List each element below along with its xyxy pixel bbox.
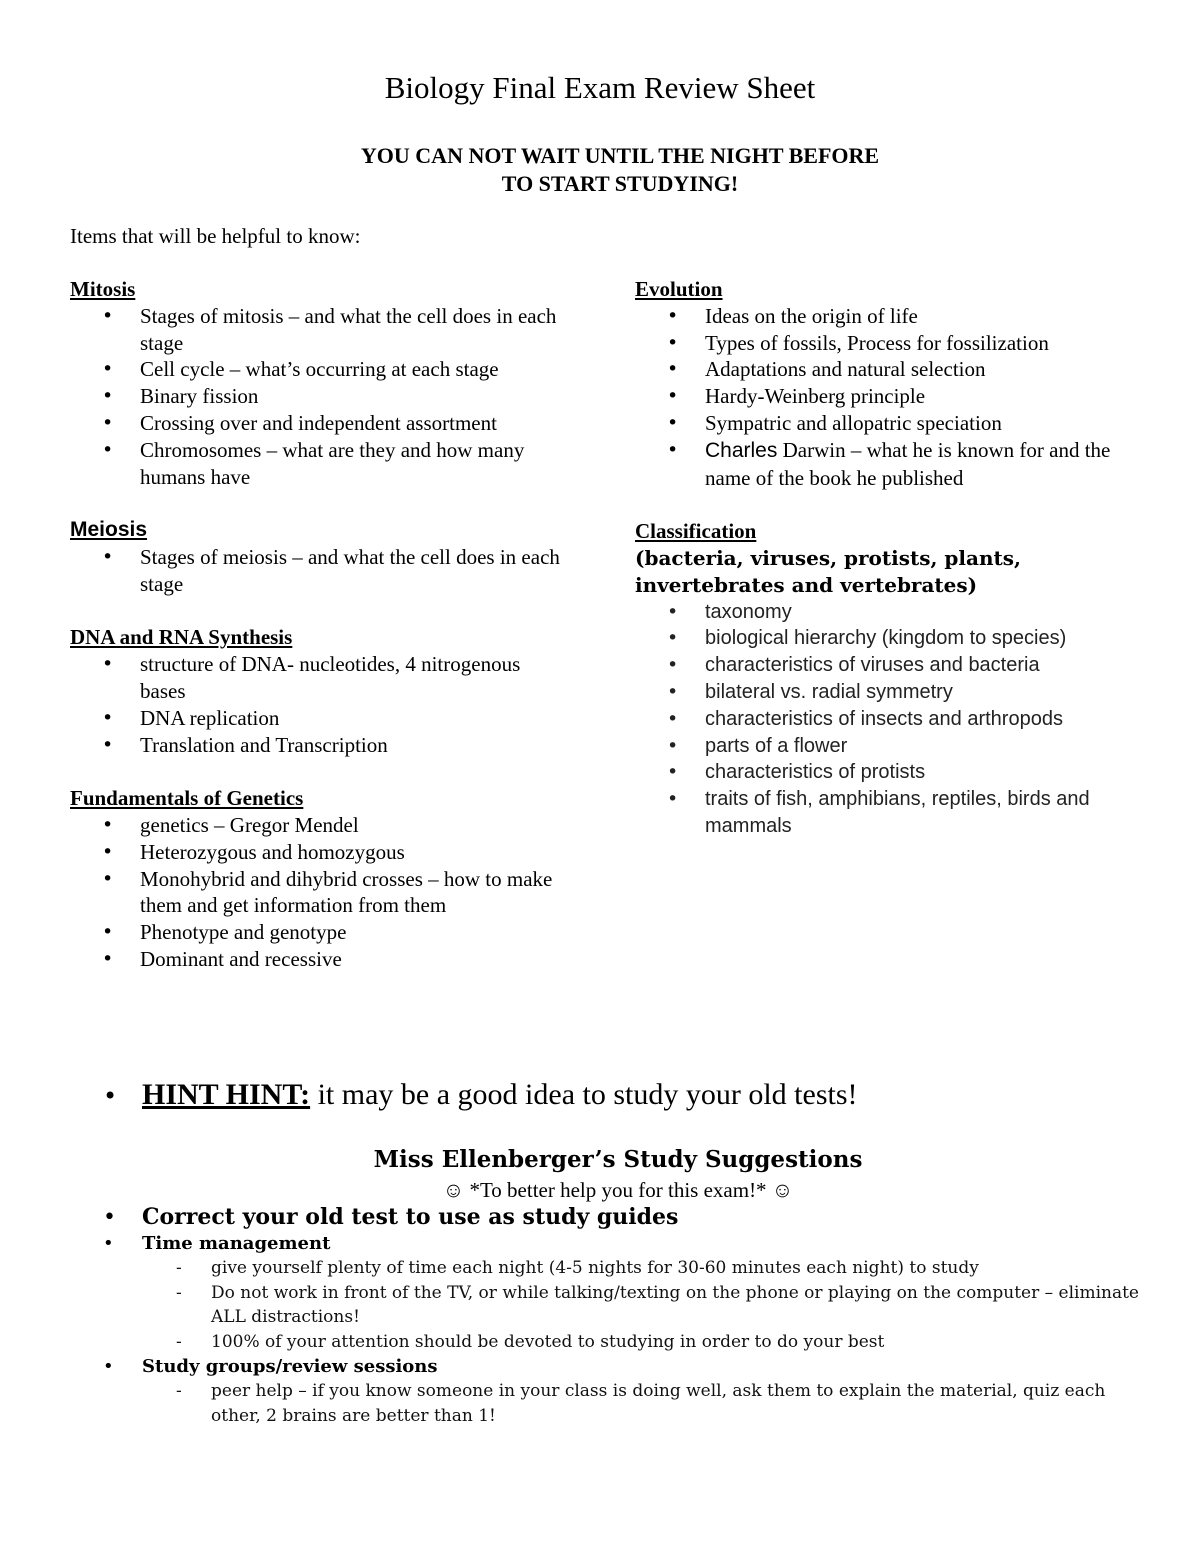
classification-subheading: invertebrates and vertebrates) [635, 572, 978, 597]
bullet-icon: • [103, 1082, 118, 1110]
warning-line: TO START STUDYING! [501, 171, 739, 196]
suggestions-subtitle: ☺ *To better help you for this exam!* ☺ [442, 1178, 794, 1202]
section-heading-mitosis: Mitosis [70, 277, 136, 301]
section-heading-genetics: Fundamentals of Genetics [70, 786, 304, 811]
list-item: • Monohybrid and dihybrid crosses – how to make them and get information from them [70, 866, 570, 920]
intro-text: Items that will be helpful to know: [70, 224, 361, 248]
list-item: • Adaptations and natural selection [635, 356, 1155, 383]
list-item: • Ideas on the origin of life [635, 303, 1155, 330]
genetics-list [70, 812, 570, 973]
right-column [635, 276, 1155, 867]
list-item: • DNA replication [70, 705, 570, 732]
list-item: • Chromosomes – what are they and how many humans have [70, 437, 570, 491]
meiosis-list [70, 544, 570, 598]
list-item: • biological hierarchy (kingdom to species) [635, 625, 1155, 652]
list-item: • Binary fission [70, 383, 570, 410]
hint-line [142, 1078, 858, 1112]
list-item [635, 437, 1155, 492]
section-heading-classification: Classification [635, 519, 757, 544]
list-item: • characteristics of protists [635, 759, 1155, 786]
list-item: • characteristics of insects and arthropods [635, 706, 1155, 733]
list-item: • Dominant and recessive [70, 946, 570, 973]
hint-text: it may be a good idea to study your old tests! [310, 1078, 858, 1111]
list-item: • characteristics of viruses and bacteria [635, 652, 1155, 679]
list-item: • parts of a flower [635, 733, 1155, 760]
evolution-list [635, 303, 1155, 492]
suggestion-subitem: - give yourself plenty of time each night (4-5 nights for 30-60 minutes each night) to study [70, 1256, 1150, 1281]
suggestions-title: Miss Ellenberger’s Study Suggestions [373, 1146, 863, 1173]
list-item: • Stages of meiosis – and what the cell does in each stage [70, 544, 570, 598]
dna-list [70, 651, 570, 758]
list-item: • Cell cycle – what’s occurring at each stage [70, 356, 570, 383]
darwin-text: Darwin – what he is known for and the name of the book he published [705, 437, 1111, 490]
classification-list [635, 599, 1155, 840]
suggestion-item: • Correct your old test to use as study guides [70, 1204, 1150, 1231]
list-item: • Phenotype and genotype [70, 919, 570, 946]
list-item: • structure of DNA- nucleotides, 4 nitrogenous bases [70, 651, 570, 705]
warning-banner [0, 142, 1200, 198]
page-title: Biology Final Exam Review Sheet [384, 70, 816, 105]
suggestion-item: • Study groups/review sessions [70, 1354, 1150, 1379]
list-item: • bilateral vs. radial symmetry [635, 679, 1155, 706]
section-heading-meiosis: Meiosis [70, 518, 148, 542]
suggestion-subitem: - peer help – if you know someone in your class is doing well, ask them to explain the material, quiz each other, 2 brains are better than 1! [70, 1379, 1150, 1428]
suggestions-list [70, 1204, 1150, 1428]
classification-subheading: (bacteria, viruses, protists, plants, [635, 545, 1021, 570]
hint-label: HINT HINT: [142, 1078, 311, 1111]
suggestion-subitem: - Do not work in front of the TV, or while talking/texting on the phone or playing on the computer – eliminate ALL distractions! [70, 1281, 1150, 1330]
list-item: • Stages of mitosis – and what the cell does in each stage [70, 303, 570, 357]
darwin-first-name: Charles [705, 438, 778, 462]
list-item: • Hardy-Weinberg principle [635, 383, 1155, 410]
list-item: • Types of fossils, Process for fossilization [635, 330, 1155, 357]
section-heading-dna: DNA and RNA Synthesis [70, 625, 293, 650]
suggestion-item: • Time management [70, 1231, 1150, 1256]
mitosis-list [70, 303, 570, 491]
suggestion-subitem: - 100% of your attention should be devoted to studying in order to do your best [70, 1330, 1150, 1355]
warning-line: YOU CAN NOT WAIT UNTIL THE NIGHT BEFORE [360, 143, 880, 168]
list-item: • taxonomy [635, 599, 1155, 626]
list-item: • Heterozygous and homozygous [70, 839, 570, 866]
list-item: • Crossing over and independent assortment [70, 410, 570, 437]
list-item: • genetics – Gregor Mendel [70, 812, 570, 839]
list-item: • Sympatric and allopatric speciation [635, 410, 1155, 437]
left-column [70, 276, 570, 1000]
section-heading-evolution: Evolution [635, 277, 723, 301]
list-item: • traits of fish, amphibians, reptiles, birds and mammals [635, 786, 1155, 840]
list-item: • Translation and Transcription [70, 732, 570, 759]
